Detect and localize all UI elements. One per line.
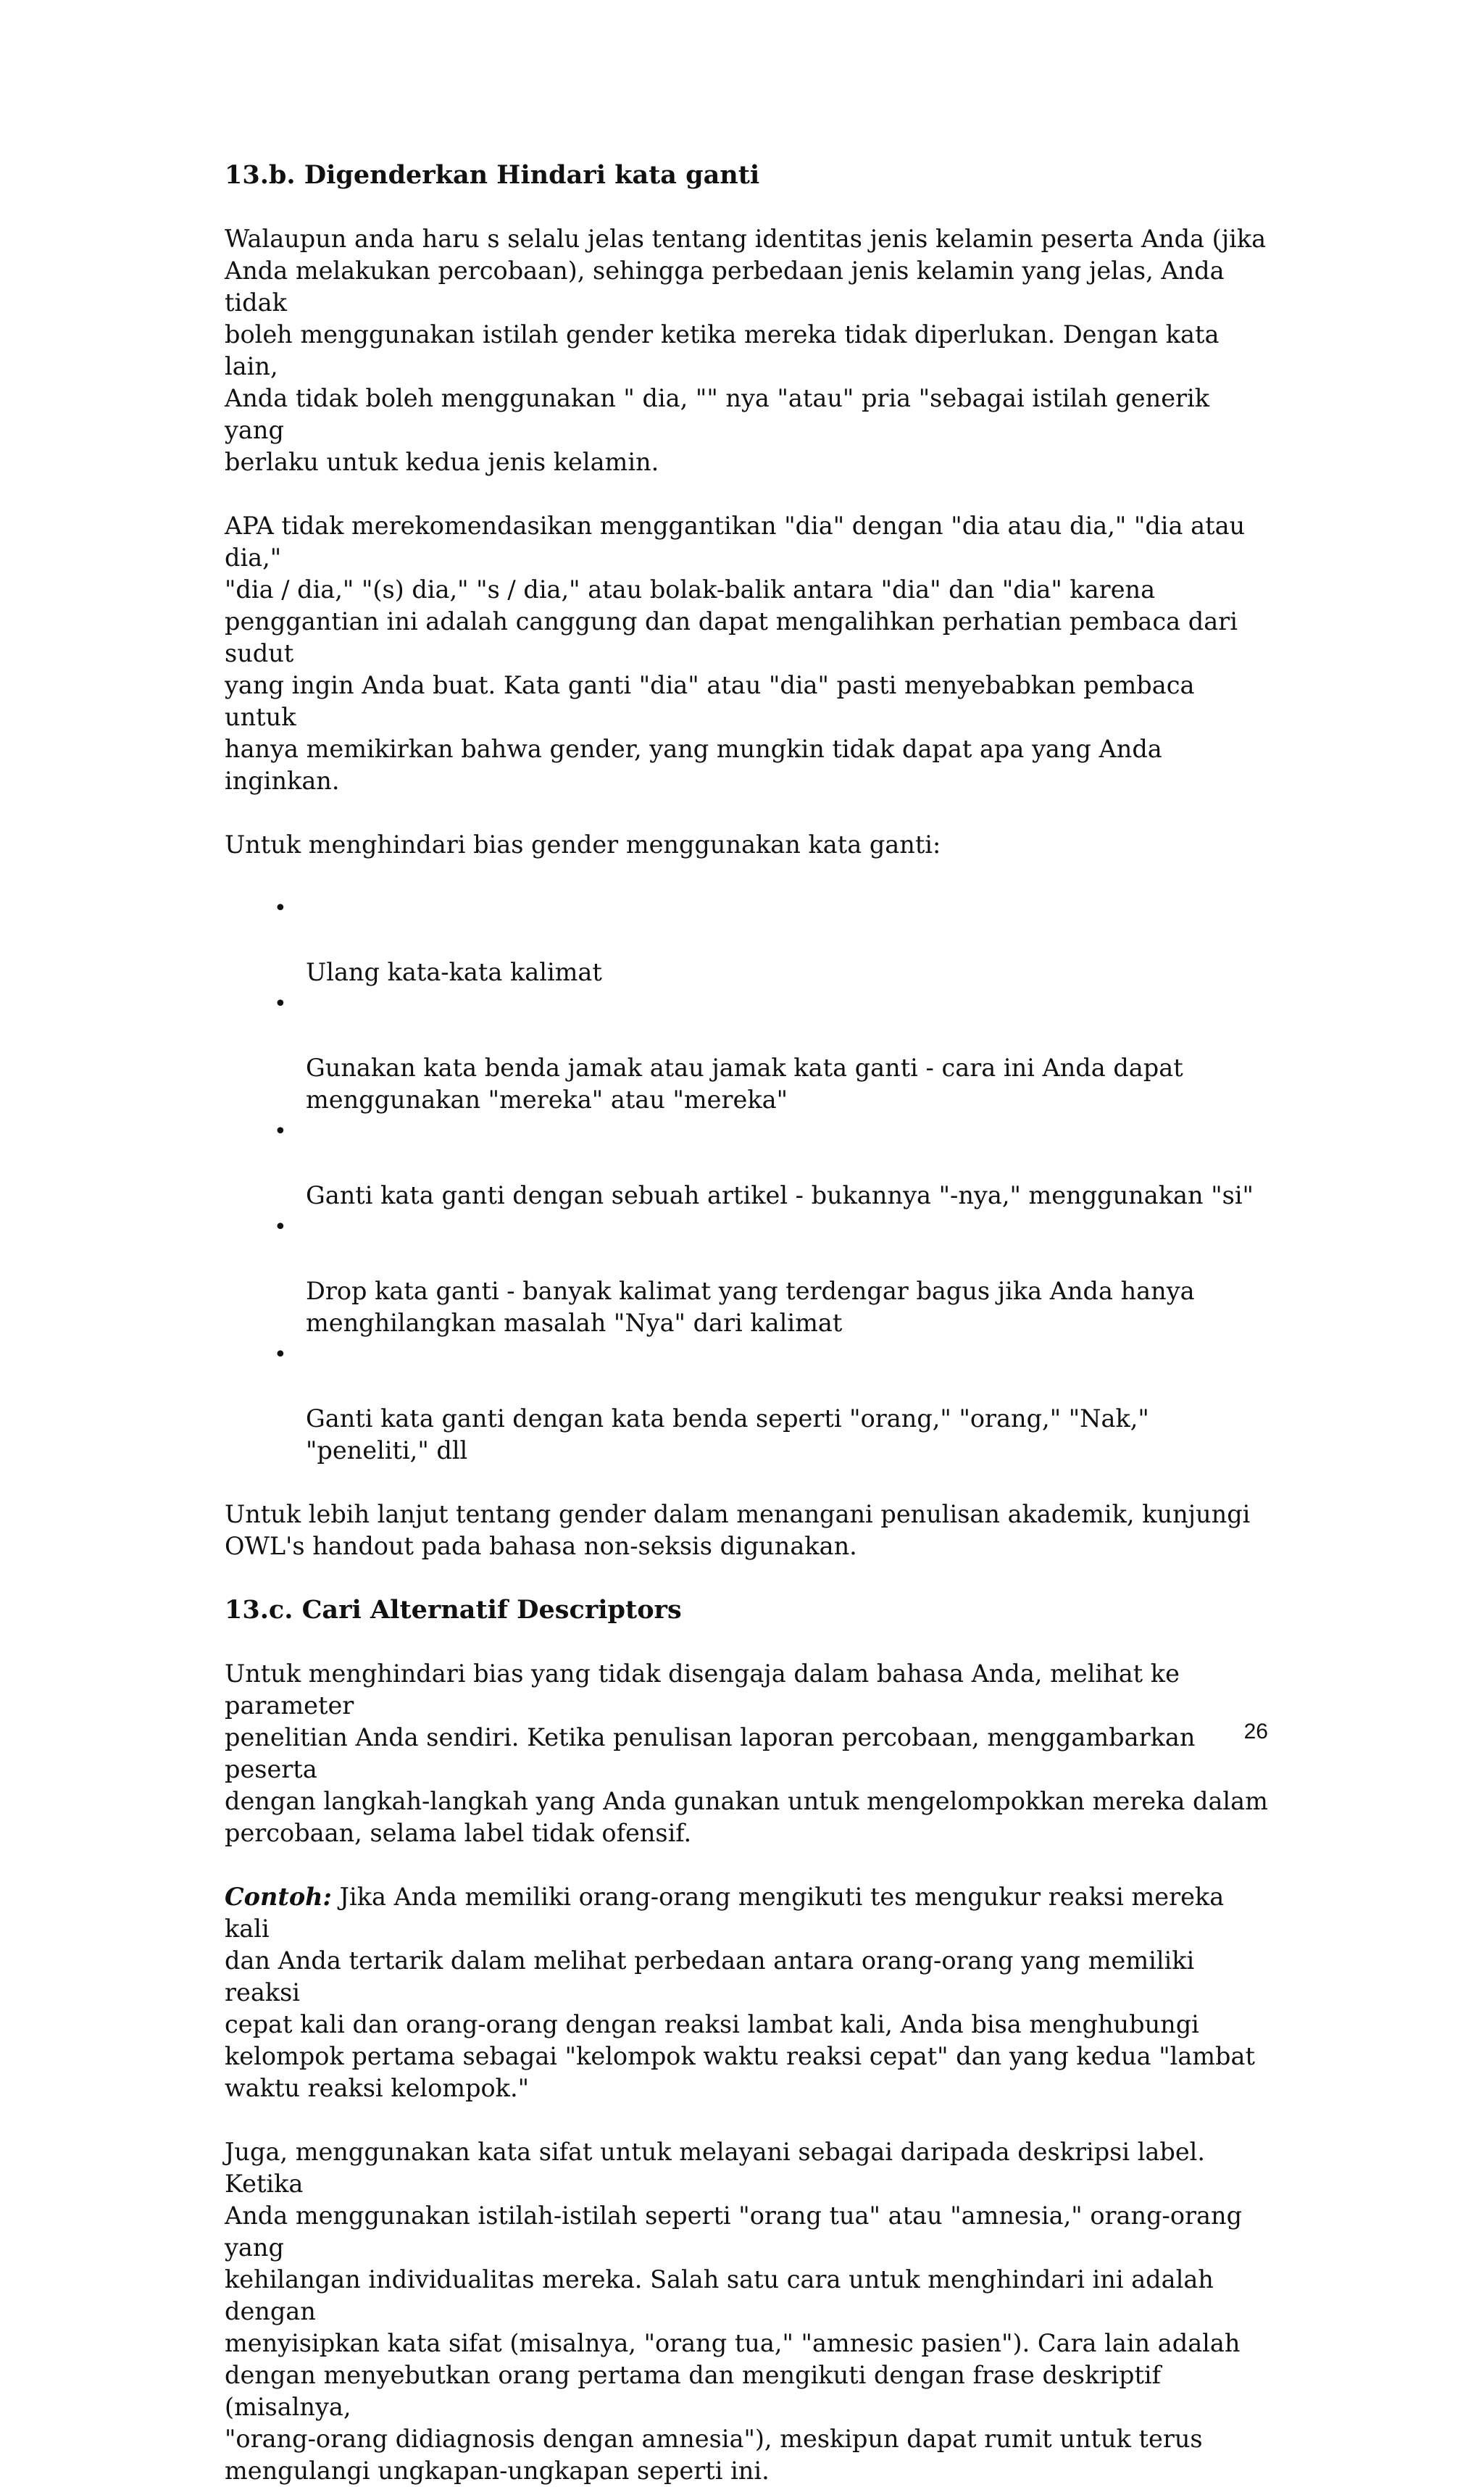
bullet-icon: • xyxy=(274,1215,287,1240)
spacer xyxy=(225,861,1268,893)
spacer xyxy=(225,1849,1268,1881)
list-item xyxy=(274,893,1268,988)
list-item-text: Gunakan kata benda jamak atau jamak kata ganti - cara ini Anda dapat menggunakan "mereka" atau "mereka" xyxy=(306,1054,1183,1114)
spacer xyxy=(225,1562,1268,1594)
bullet-icon: • xyxy=(274,1342,287,1367)
bullet-icon: • xyxy=(274,896,287,921)
spacer xyxy=(225,2104,1268,2136)
list-item-text: Drop kata ganti - banyak kalimat yang terdengar bagus jika Anda hanya menghilangkan masalah "Nya" dari kalimat xyxy=(306,1277,1195,1337)
list-intro: Untuk menghindari bias gender menggunakan kata ganti: xyxy=(225,830,941,859)
example-text: Jika Anda memiliki orang-orang mengikuti tes mengukur reaksi mereka kali dan Anda tertarik dalam melihat perbedaan antara orang-orang yang memiliki reaksi cepat kali dan orang-orang dengan reaksi lambat kali, Anda bisa menghubungi kelompok pertama sebagai "kelompok waktu reaksi cepat" dan yang kedua "lambat waktu reaksi kelompok." xyxy=(225,1883,1255,2102)
list-item-text: Ulang kata-kata kalimat xyxy=(306,958,602,986)
section-heading-13c: 13.c. Cari Alternatif Descriptors xyxy=(225,1595,682,1625)
list-item xyxy=(274,1212,1268,1339)
spacer xyxy=(225,797,1268,829)
pronoun-tips-list xyxy=(225,893,1268,1467)
spacer xyxy=(225,1626,1268,1658)
spacer xyxy=(225,191,1268,223)
example-label: Contoh: xyxy=(225,1883,332,1911)
bullet-icon: • xyxy=(274,1119,287,1144)
spacer xyxy=(225,1467,1268,1499)
document-page xyxy=(225,159,1268,2487)
bullet-icon: • xyxy=(274,991,287,1017)
paragraph-apa-recommendation: APA tidak merekomendasikan menggantikan "dia" dengan "dia atau dia," "dia atau dia," "dia / dia," "(s) dia," "s / dia," atau bolak-balik antara "dia" dan "dia" karena penggantian ini adalah canggung dan dapat mengalihkan perhatian pembaca dari sudut yang ingin Anda buat. Kata ganti "dia" atau "dia" pasti menyebabkan pembaca untuk hanya memikirkan bahwa gender, yang mungkin tidak dapat apa yang Anda inginkan. xyxy=(225,512,1246,795)
paragraph-example xyxy=(225,1881,1268,2104)
list-item xyxy=(274,988,1268,1116)
section-heading-13b: 13.b. Digenderkan Hindari kata ganti xyxy=(225,160,760,190)
list-item-text: Ganti kata ganti dengan kata benda seperti "orang," "orang," "Nak," "peneliti," dll xyxy=(306,1404,1149,1465)
page-number: 26 xyxy=(1243,1720,1268,1744)
paragraph-owl-handout: Untuk lebih lanjut tentang gender dalam menangani penulisan akademik, kunjungi OWL's handout pada bahasa non-seksis digunakan. xyxy=(225,1500,1251,1560)
list-item xyxy=(274,1339,1268,1467)
list-item-text: Ganti kata ganti dengan sebuah artikel - bukannya "-nya," menggunakan "si" xyxy=(306,1181,1254,1209)
list-item xyxy=(274,1116,1268,1212)
paragraph-unintended-bias: Untuk menghindari bias yang tidak disengaja dalam bahasa Anda, melihat ke parameter penelitian Anda sendiri. Ketika penulisan laporan percobaan, menggambarkan peserta dengan langkah-langkah yang Anda gunakan untuk mengelompokkan mereka dalam percobaan, selama label tidak ofensif. xyxy=(225,1659,1268,1847)
paragraph-gender-identity: Walaupun anda haru s selalu jelas tentang identitas jenis kelamin peserta Anda (jika Anda melakukan percobaan), sehingga perbedaan jenis kelamin yang jelas, Anda tidak boleh menggunakan istilah gender ketika mereka tidak diperlukan. Dengan kata lain, Anda tidak boleh menggunakan " dia, "" nya "atau" pria "sebagai istilah generik yang berlaku untuk kedua jenis kelamin. xyxy=(225,225,1267,476)
paragraph-adjectives: Juga, menggunakan kata sifat untuk melayani sebagai daripada deskripsi label. Ketika Anda menggunakan istilah-istilah seperti "orang tua" atau "amnesia," orang-orang yang kehilangan individualitas mereka. Salah satu cara untuk menghindari ini adalah dengan menyisipkan kata sifat (misalnya, "orang tua," "amnesic pasien"). Cara lain adalah dengan menyebutkan orang pertama dan mengikuti dengan frase deskriptif (misalnya, "orang-orang didiagnosis dengan amnesia"), meskipun dapat rumit untuk terus mengulangi ungkapan-ungkapan seperti ini. xyxy=(225,2138,1243,2485)
spacer xyxy=(225,478,1268,510)
